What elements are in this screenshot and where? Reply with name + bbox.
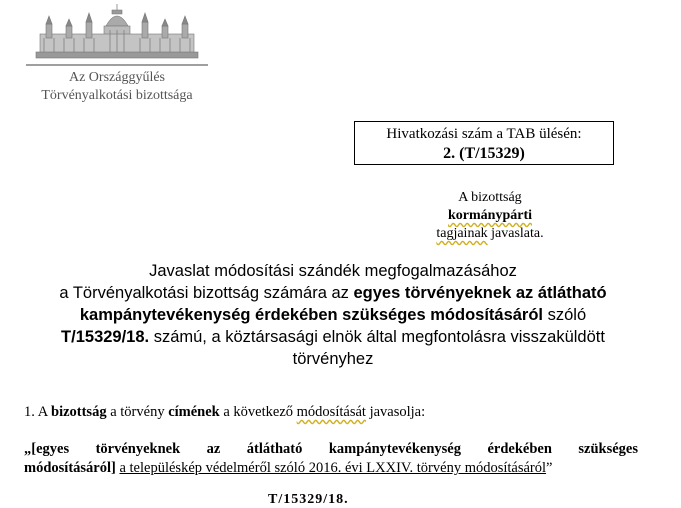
item-1-number: 1. A xyxy=(24,404,51,420)
title-line-1: Javaslat módosítási szándék megfogalmazásához xyxy=(149,262,517,280)
reference-number: 2. (T/15329) xyxy=(443,145,525,162)
government-party-label: kormánypárti xyxy=(448,208,532,223)
quote-new-title: a településkép védelméről szóló 2016. évi LXXIV. törvény módosításáról xyxy=(119,460,547,476)
title-line-2 xyxy=(18,282,648,304)
committee-line-3 xyxy=(390,225,590,242)
title-line-2-text: a Törvényalkotási bizottság számára az xyxy=(59,284,354,302)
committee-line-1: A bizottság xyxy=(458,190,522,205)
org-name: Az Országgyűlés xyxy=(68,70,166,85)
item-1-committee: bizottság xyxy=(51,404,107,420)
parliament-logo xyxy=(26,4,208,66)
proposal-title xyxy=(18,260,648,370)
title-line-5: törvényhez xyxy=(292,350,374,368)
item-1-amendment-word: módosítását xyxy=(296,404,366,420)
committee-name: Törvényalkotási bizottsága xyxy=(41,88,193,103)
bill-number: T/15329/18. xyxy=(61,328,150,346)
amendment-item-1 xyxy=(24,403,664,421)
law-title-part-1: egyes törvényeknek az átlátható xyxy=(353,284,607,302)
law-title-part-2: kampánytevékenység érdekében szükséges módosításáról xyxy=(79,306,544,324)
item-1-title-word: címének xyxy=(168,404,220,420)
quote-close-mark: ” xyxy=(546,460,553,476)
title-line-4-text: számú, a köztársasági elnök által megfontolásra visszaküldött xyxy=(149,328,605,346)
reference-label: Hivatkozási szám a TAB ülésén: xyxy=(386,126,582,142)
quote-struck-text-end: módosításáról] xyxy=(24,460,116,476)
cutoff-text: T/15329/18. xyxy=(268,492,349,507)
item-1-text-b: a következő xyxy=(219,404,297,420)
title-line-3 xyxy=(18,304,648,326)
item-1-text-c: javasolja: xyxy=(365,404,426,420)
proposal-label: javaslata. xyxy=(487,226,544,241)
item-1-text-a: a törvény xyxy=(106,404,169,420)
quote-line-1 xyxy=(24,440,638,459)
title-line-3-text: szóló xyxy=(543,306,587,324)
committee-line-2 xyxy=(390,207,590,224)
title-line-4 xyxy=(18,326,648,348)
members-label: tagjainak xyxy=(436,226,488,241)
quote-struck-text: „[egyes törvényeknek az átlátható kampánytevékenység érdekében szükséges xyxy=(24,441,638,457)
reference-box xyxy=(354,121,614,165)
quote-line-2 xyxy=(24,459,664,478)
